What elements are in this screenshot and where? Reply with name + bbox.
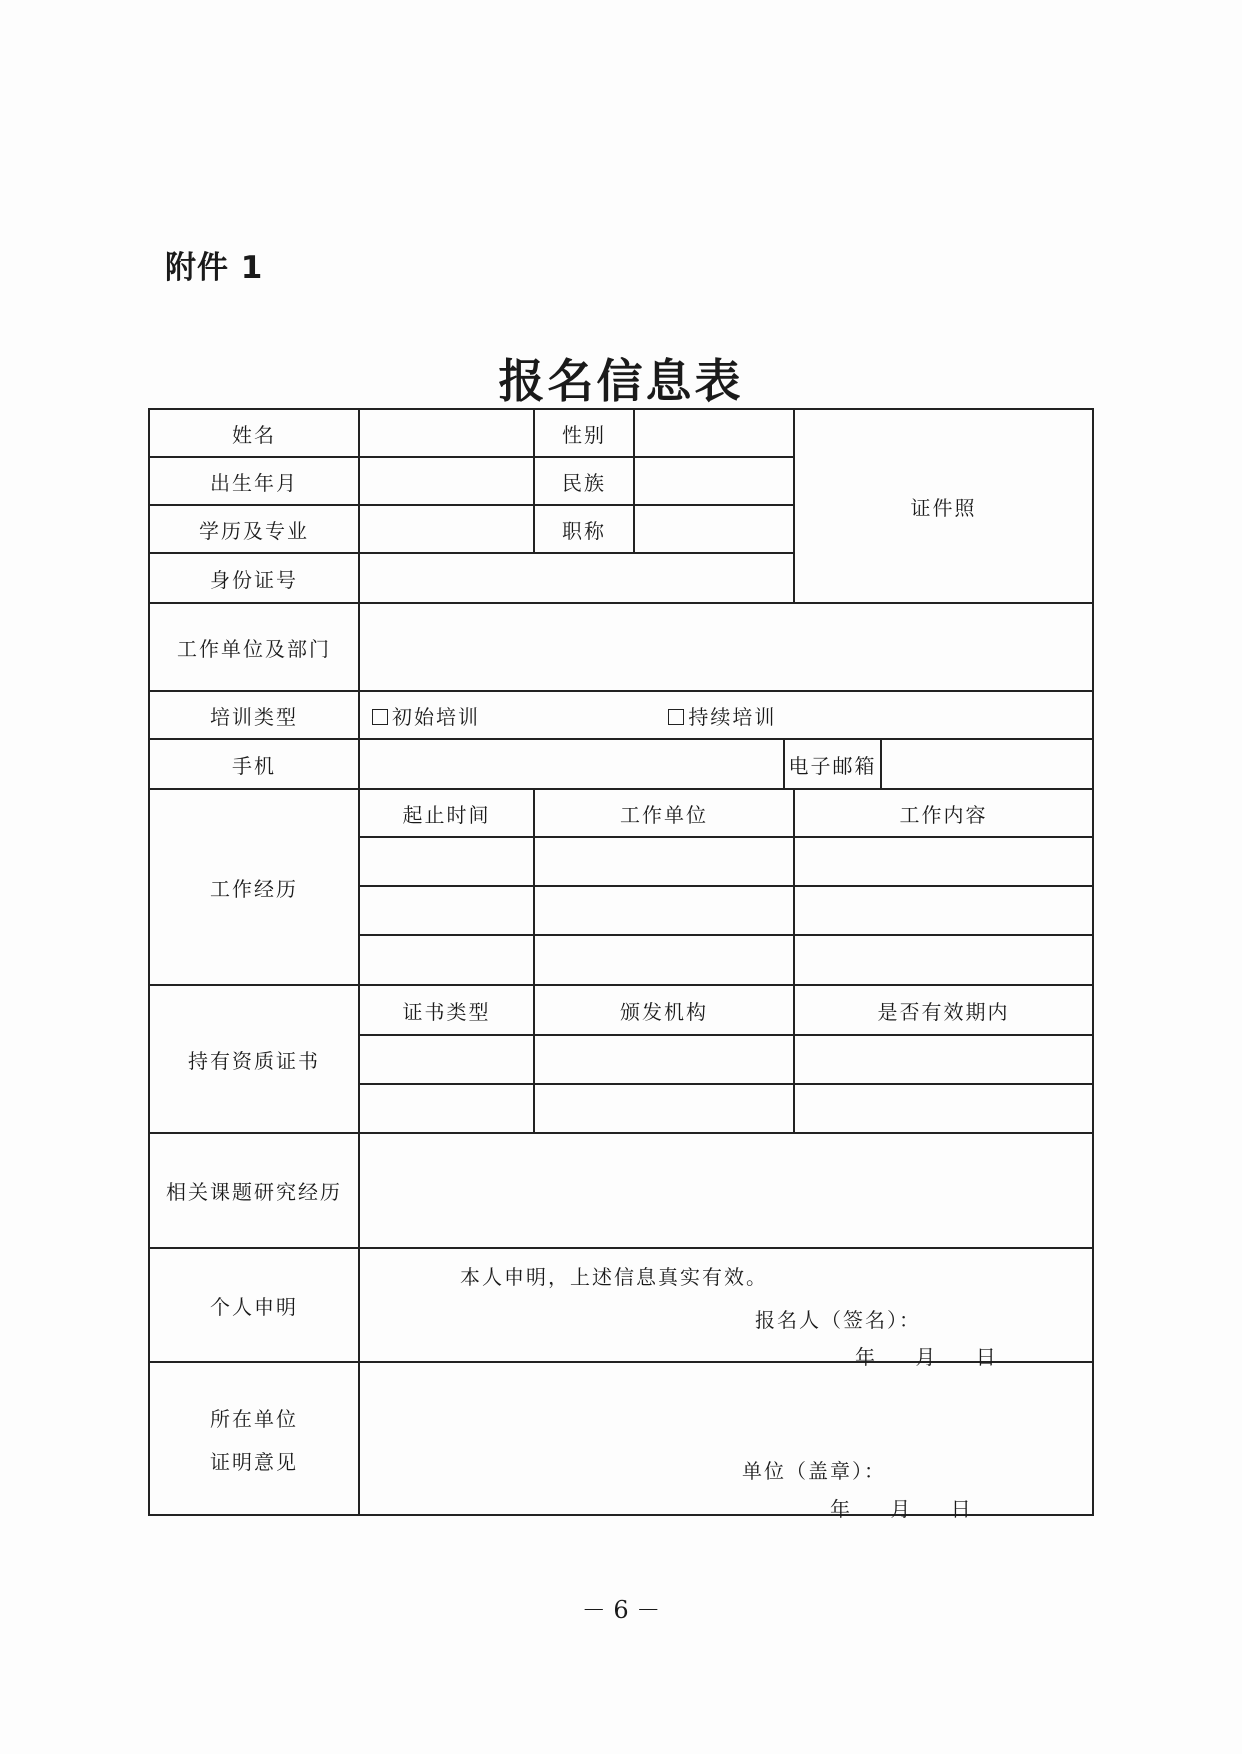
checkbox-icon[interactable] <box>668 709 684 725</box>
education-label: 学历及专业 <box>149 505 359 553</box>
work-history-cell[interactable] <box>359 935 534 985</box>
email-field[interactable] <box>881 739 1093 789</box>
certificate-cell[interactable] <box>534 1084 794 1133</box>
training-continuing-label: 持续培训 <box>688 704 777 729</box>
work-history-cell[interactable] <box>794 935 1093 985</box>
name-label: 姓名 <box>149 409 359 457</box>
certificates-col-type: 证书类型 <box>359 985 534 1035</box>
form-title: 报名信息表 <box>498 354 744 408</box>
training-initial-label: 初始培训 <box>392 704 480 729</box>
certificates-col-issuer: 颁发机构 <box>534 985 794 1035</box>
work-history-col-employer: 工作单位 <box>534 789 794 837</box>
certificate-cell[interactable] <box>534 1035 794 1084</box>
gender-label: 性别 <box>534 409 634 457</box>
employer-opinion-label-line2: 证明意见 <box>210 1449 298 1474</box>
email-label: 电子邮箱 <box>784 739 881 789</box>
certificate-cell[interactable] <box>794 1084 1093 1133</box>
workplace-field[interactable] <box>359 603 1093 691</box>
training-initial-option[interactable] <box>372 701 480 730</box>
declaration-date: 年 月 日 <box>855 1345 998 1369</box>
seal-line[interactable]: 单位（盖章）： <box>742 1459 886 1483</box>
birth-label: 出生年月 <box>149 457 359 505</box>
declaration-statement: 本人申明，上述信息真实有效。 <box>460 1265 768 1289</box>
work-history-col-period: 起止时间 <box>359 789 534 837</box>
work-history-cell[interactable] <box>794 886 1093 935</box>
work-history-cell[interactable] <box>359 837 534 886</box>
name-field[interactable] <box>359 409 534 457</box>
registration-form <box>148 408 1094 1521</box>
checkbox-icon[interactable] <box>372 709 388 725</box>
photo-box[interactable]: 证件照 <box>794 409 1093 603</box>
work-history-cell[interactable] <box>534 935 794 985</box>
work-history-cell[interactable] <box>359 886 534 935</box>
work-history-col-duties: 工作内容 <box>794 789 1093 837</box>
attachment-label: 附件 1 <box>165 250 264 286</box>
declaration-label: 个人申明 <box>149 1248 359 1362</box>
gender-field[interactable] <box>634 409 794 457</box>
ethnicity-field[interactable] <box>634 457 794 505</box>
declaration-field <box>359 1248 1093 1369</box>
certificates-col-validity: 是否有效期内 <box>794 985 1093 1035</box>
employer-opinion-date: 年 月 日 <box>830 1497 973 1521</box>
training-continuing-option[interactable] <box>668 701 776 730</box>
work-history-cell[interactable] <box>534 886 794 935</box>
mobile-label: 手机 <box>149 739 359 789</box>
certificates-label: 持有资质证书 <box>149 985 359 1133</box>
work-history-label: 工作经历 <box>149 789 359 985</box>
employer-opinion-label <box>149 1362 359 1515</box>
research-label: 相关课题研究经历 <box>149 1133 359 1248</box>
birth-field[interactable] <box>359 457 534 505</box>
title-rank-label: 职称 <box>534 505 634 553</box>
research-field[interactable] <box>359 1133 1093 1248</box>
work-history-cell[interactable] <box>794 837 1093 886</box>
employer-opinion-field <box>359 1362 1093 1521</box>
page-number: － 6 － <box>581 1596 661 1624</box>
ethnicity-label: 民族 <box>534 457 634 505</box>
work-history-cell[interactable] <box>534 837 794 886</box>
workplace-label: 工作单位及部门 <box>149 603 359 691</box>
training-type-options <box>359 691 1093 739</box>
mobile-field[interactable] <box>359 739 784 789</box>
education-field[interactable] <box>359 505 534 553</box>
title-rank-field[interactable] <box>634 505 794 553</box>
employer-opinion-label-line1: 所在单位 <box>210 1406 298 1431</box>
id-number-label: 身份证号 <box>149 553 359 603</box>
certificate-cell[interactable] <box>359 1035 534 1084</box>
training-type-label: 培训类型 <box>149 691 359 739</box>
signature-line[interactable]: 报名人（签名）： <box>755 1308 921 1332</box>
certificate-cell[interactable] <box>794 1035 1093 1084</box>
id-number-field[interactable] <box>359 553 794 603</box>
certificate-cell[interactable] <box>359 1084 534 1133</box>
